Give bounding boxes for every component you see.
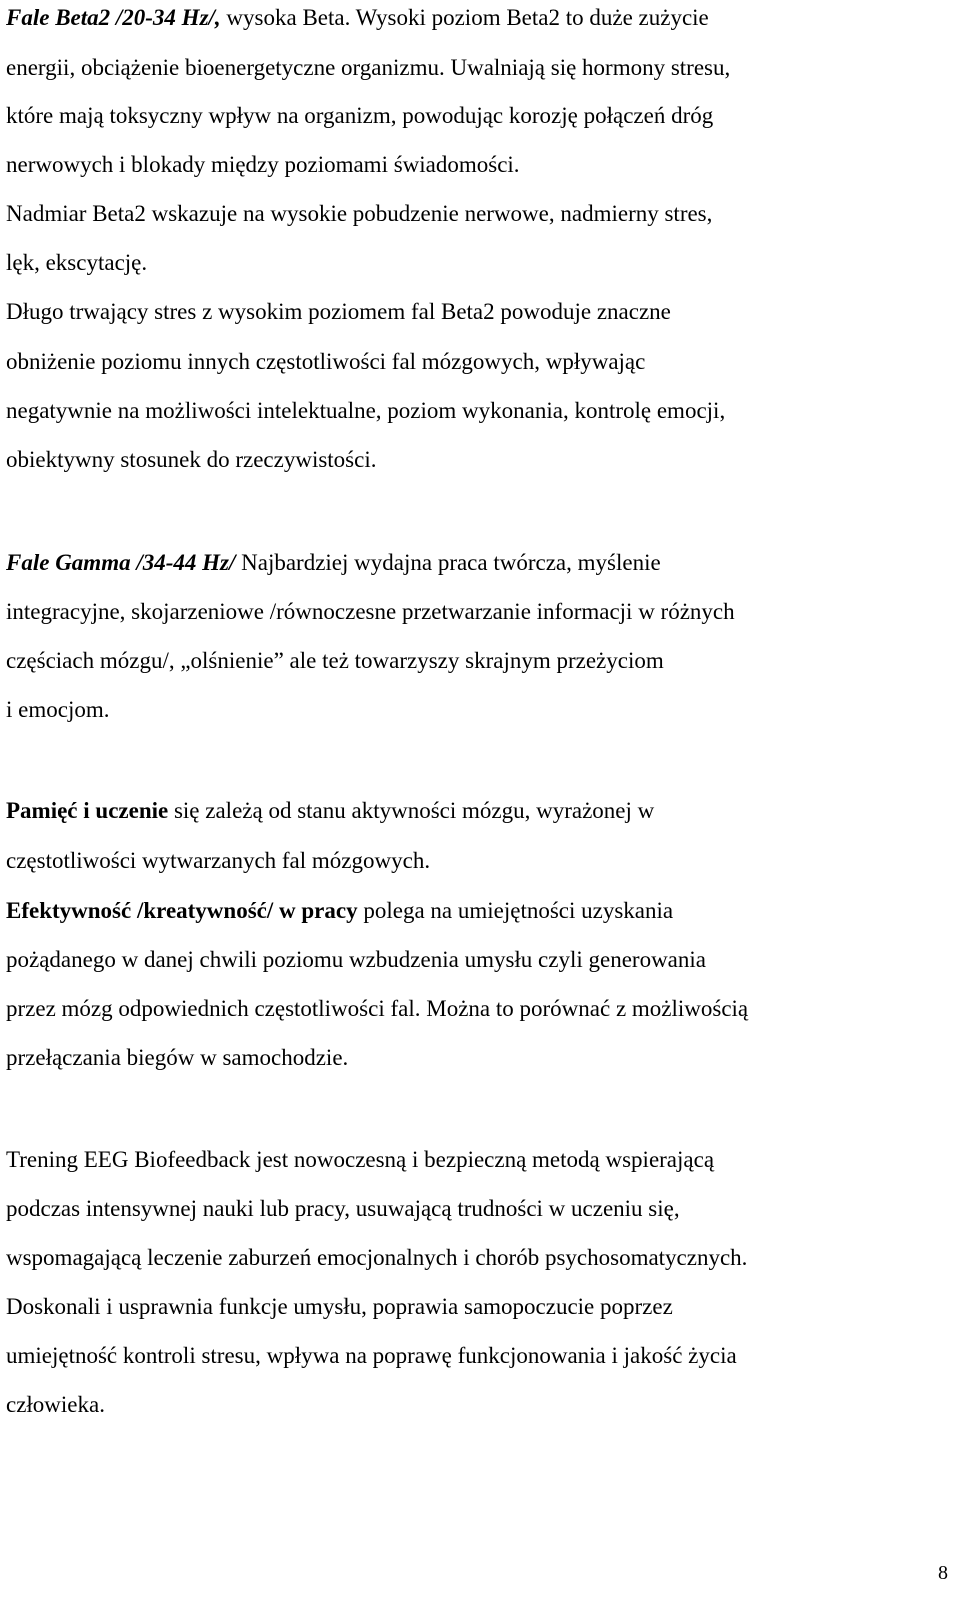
text-line: częściach mózgu/, „olśnienie” ale też towarzyszy skrajnym przeżyciom <box>6 648 664 673</box>
text-line: przełączania biegów w samochodzie. <box>6 1045 349 1070</box>
text-line: obniżenie poziomu innych częstotliwości fal mózgowych, wpływając <box>6 349 646 374</box>
text-line: nerwowych i blokady między poziomami świadomości. <box>6 152 520 177</box>
section-heading-efficiency: Efektywność /kreatywność/ w pracy <box>6 898 358 923</box>
text-line: wspomagającą leczenie zaburzeń emocjonalnych i chorób psychosomatycznych. <box>6 1245 748 1270</box>
text-line: Nadmiar Beta2 wskazuje na wysokie pobudzenie nerwowe, nadmierny stres, <box>6 201 713 226</box>
section-heading-beta2: Fale Beta2 /20-34 Hz/, <box>6 5 221 30</box>
text-line: negatywnie na możliwości intelektualne, poziom wykonania, kontrolę emocji, <box>6 398 726 423</box>
text-line: i emocjom. <box>6 697 110 722</box>
text-line: człowieka. <box>6 1392 105 1417</box>
section-heading-memory: Pamięć i uczenie <box>6 798 169 823</box>
text-line: umiejętność kontroli stresu, wpływa na poprawę funkcjonowania i jakość życia <box>6 1343 737 1368</box>
text-line: Trening EEG Biofeedback jest nowoczesną i bezpieczną metodą wspierającą <box>6 1147 715 1172</box>
line-text: się zależą od stanu aktywności mózgu, wyrażonej w <box>168 798 655 823</box>
text-line <box>6 897 673 925</box>
line-text: polega na umiejętności uzyskania <box>357 898 674 923</box>
text-line: integracyjne, skojarzeniowe /równoczesne przetwarzanie informacji w różnych <box>6 599 735 624</box>
text-line: pożądanego w danej chwili poziomu wzbudzenia umysłu czyli generowania <box>6 947 706 972</box>
line-text: Najbardziej wydajna praca twórcza, myślenie <box>235 550 661 575</box>
text-line: lęk, ekscytację. <box>6 250 148 275</box>
text-line: Doskonali i usprawnia funkcje umysłu, poprawia samopoczucie poprzez <box>6 1294 673 1319</box>
text-line <box>6 4 709 32</box>
section-heading-gamma: Fale Gamma /34-44 Hz/ <box>6 550 236 575</box>
text-line: podczas intensywnej nauki lub pracy, usuwającą trudności w uczeniu się, <box>6 1196 680 1221</box>
text-line <box>6 549 661 577</box>
text-line: energii, obciążenie bioenergetyczne organizmu. Uwalniają się hormony stresu, <box>6 55 731 80</box>
text-line: obiektywny stosunek do rzeczywistości. <box>6 447 377 472</box>
text-line: przez mózg odpowiednich częstotliwości fal. Można to porównać z możliwością <box>6 996 749 1021</box>
text-line: Długo trwający stres z wysokim poziomem fal Beta2 powoduje znaczne <box>6 299 671 324</box>
text-line <box>6 797 654 825</box>
page-number: 8 <box>938 1562 948 1584</box>
line-text: wysoka Beta. Wysoki poziom Beta2 to duże zużycie <box>220 5 709 30</box>
text-line: które mają toksyczny wpływ na organizm, powodując korozję połączeń dróg <box>6 103 714 128</box>
text-line: częstotliwości wytwarzanych fal mózgowych. <box>6 848 431 873</box>
